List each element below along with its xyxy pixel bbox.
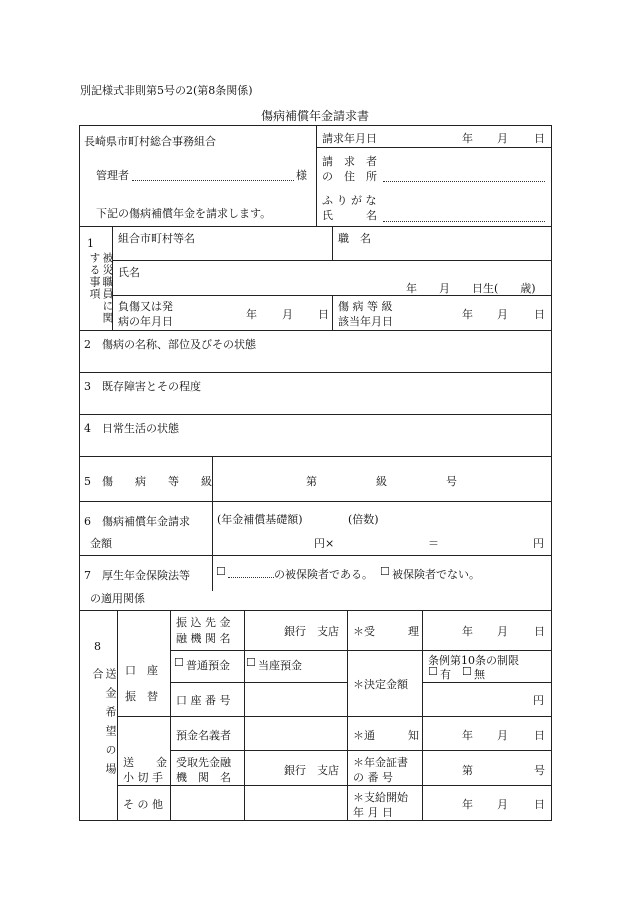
not-insured-checkbox[interactable]: ☐ bbox=[380, 565, 390, 578]
injury-date-label-2: 病の年月日 bbox=[118, 315, 173, 328]
birth-date: 年 月 日生( 歳) bbox=[406, 282, 536, 295]
recv-bank-label: 受取先金融 bbox=[176, 756, 231, 769]
request-text: 下記の傷病補償年金を請求します。 bbox=[96, 207, 272, 220]
notice-label: ＊通 知 bbox=[353, 729, 419, 742]
year-label: 年 bbox=[462, 308, 473, 321]
decided-amount-label: ＊決定金額 bbox=[353, 678, 408, 691]
insured-checkbox[interactable]: ☐ bbox=[216, 565, 226, 578]
bank-label-2: 融 機 関 名 bbox=[176, 632, 231, 645]
injury-date-label: 負傷又は発 bbox=[118, 300, 173, 313]
bank-branch: 銀行 支店 bbox=[284, 625, 339, 638]
section-8-number: 8 bbox=[94, 640, 101, 653]
year-label: 年 bbox=[462, 625, 473, 638]
recv-bank-branch: 銀行 支店 bbox=[284, 764, 339, 777]
section-1-number: 1 bbox=[87, 237, 94, 250]
holder-label: 預金名義者 bbox=[176, 729, 231, 742]
account-number-label: 口 座 番 号 bbox=[176, 694, 231, 707]
victim-name-label: 氏名 bbox=[118, 266, 140, 279]
cert-dai: 第 bbox=[462, 764, 473, 777]
recv-bank-label-2: 機 関 名 bbox=[176, 771, 231, 784]
month-label: 月 bbox=[497, 132, 508, 145]
section-2-label: 2 傷病の名称、部位及びその状態 bbox=[84, 338, 256, 351]
grade-kyu: 級 bbox=[376, 475, 387, 488]
section-7-label: 7 厚生年金保険法等 bbox=[84, 569, 190, 582]
grade-dai: 第 bbox=[306, 475, 317, 488]
grade-go: 号 bbox=[446, 475, 457, 488]
month-label: 月 bbox=[497, 729, 508, 742]
limit-no: 無 bbox=[474, 668, 485, 681]
manager-label: 管理者 bbox=[96, 169, 129, 182]
furigana-label: ふ り が な bbox=[322, 194, 377, 207]
limit-label: 条例第10条の制限 bbox=[428, 654, 519, 667]
address-field[interactable] bbox=[383, 181, 545, 182]
day-label: 日 bbox=[534, 798, 545, 811]
day-label: 日 bbox=[534, 132, 545, 145]
month-label: 月 bbox=[497, 798, 508, 811]
year-label: 年 bbox=[246, 308, 257, 321]
post-label: 職 名 bbox=[338, 232, 371, 245]
bank-label: 振 込 先 金 bbox=[176, 616, 231, 629]
limit-yes-checkbox[interactable]: ☐ bbox=[428, 665, 438, 678]
org-field-label: 組合市町村等名 bbox=[118, 232, 195, 245]
start-date-label-2: 年 月 日 bbox=[353, 806, 393, 819]
section-6-label: 6 傷病補償年金請求 bbox=[84, 515, 190, 528]
decided-yen: 円 bbox=[533, 694, 544, 707]
day-label: 日 bbox=[534, 625, 545, 638]
request-date-label: 請求年月日 bbox=[322, 132, 377, 145]
grade-date-label-2: 該当年月日 bbox=[338, 315, 393, 328]
limit-yes: 有 bbox=[440, 668, 451, 681]
section-6-label-2: 金額 bbox=[90, 537, 112, 550]
not-insured-text: 被保険者でない。 bbox=[392, 568, 480, 581]
insurance-law-field[interactable] bbox=[228, 577, 274, 578]
form-reference: 別記様式非則第5号の2(第8条関係) bbox=[80, 84, 253, 97]
month-label: 月 bbox=[497, 625, 508, 638]
month-label: 月 bbox=[497, 308, 508, 321]
equals-sign: ＝ bbox=[428, 537, 439, 550]
ordinary-deposit: 普通預金 bbox=[186, 659, 230, 672]
cert-number-label: ＊年金証書 bbox=[353, 756, 408, 769]
claimant-name-label: 氏 名 bbox=[322, 209, 377, 222]
remittance-check-label-2: 小 切 手 bbox=[123, 771, 163, 784]
section-1-title: 被災職員に関する事項 bbox=[88, 252, 114, 324]
multiple-label: (倍数) bbox=[348, 513, 379, 526]
remittance-check-label: 送 金 bbox=[123, 756, 167, 769]
section-4-label: 4 日常生活の状態 bbox=[84, 422, 179, 435]
limit-no-checkbox[interactable]: ☐ bbox=[462, 665, 472, 678]
base-amount-label: (年金補償基礎額) bbox=[217, 513, 303, 526]
org-name: 長崎県市町村総合事務組合 bbox=[84, 135, 216, 148]
yen-times: 円× bbox=[314, 537, 335, 550]
current-deposit: 当座預金 bbox=[258, 659, 302, 672]
current-checkbox[interactable]: ☐ bbox=[246, 656, 256, 669]
day-label: 日 bbox=[534, 308, 545, 321]
other-label: そ の 他 bbox=[123, 798, 163, 811]
section-5-label: 5 傷 病 等 級 bbox=[84, 475, 212, 488]
day-label: 日 bbox=[534, 729, 545, 742]
insured-text: の被保険者である。 bbox=[274, 568, 373, 581]
amount-yen: 円 bbox=[533, 537, 544, 550]
section-3-label: 3 既存障害とその程度 bbox=[84, 380, 201, 393]
claimant-address-label: 請 求 者 bbox=[322, 155, 377, 168]
section-7-label-2: の適用関係 bbox=[90, 592, 145, 605]
ordinary-checkbox[interactable]: ☐ bbox=[174, 656, 184, 669]
name-field[interactable] bbox=[383, 221, 545, 222]
year-label: 年 bbox=[462, 798, 473, 811]
form-title: 傷病補償年金請求書 bbox=[260, 109, 369, 123]
month-label: 月 bbox=[282, 308, 293, 321]
received-label: ＊受 理 bbox=[353, 625, 419, 638]
cert-go: 号 bbox=[534, 764, 545, 777]
account-transfer-label: 口 座 bbox=[125, 664, 158, 677]
cert-number-label-2: の 番 号 bbox=[353, 771, 393, 784]
year-label: 年 bbox=[462, 729, 473, 742]
day-label: 日 bbox=[318, 308, 329, 321]
year-label: 年 bbox=[462, 132, 473, 145]
grade-date-label: 傷 病 等 級 bbox=[338, 300, 393, 313]
sama-label: 様 bbox=[296, 169, 307, 182]
account-transfer-label-2: 振 替 bbox=[125, 690, 158, 703]
start-date-label: ＊支給開始 bbox=[353, 791, 408, 804]
section-8-title: 送金希望の場合 bbox=[91, 668, 117, 782]
claimant-address-label-2: の 住 所 bbox=[322, 170, 377, 183]
